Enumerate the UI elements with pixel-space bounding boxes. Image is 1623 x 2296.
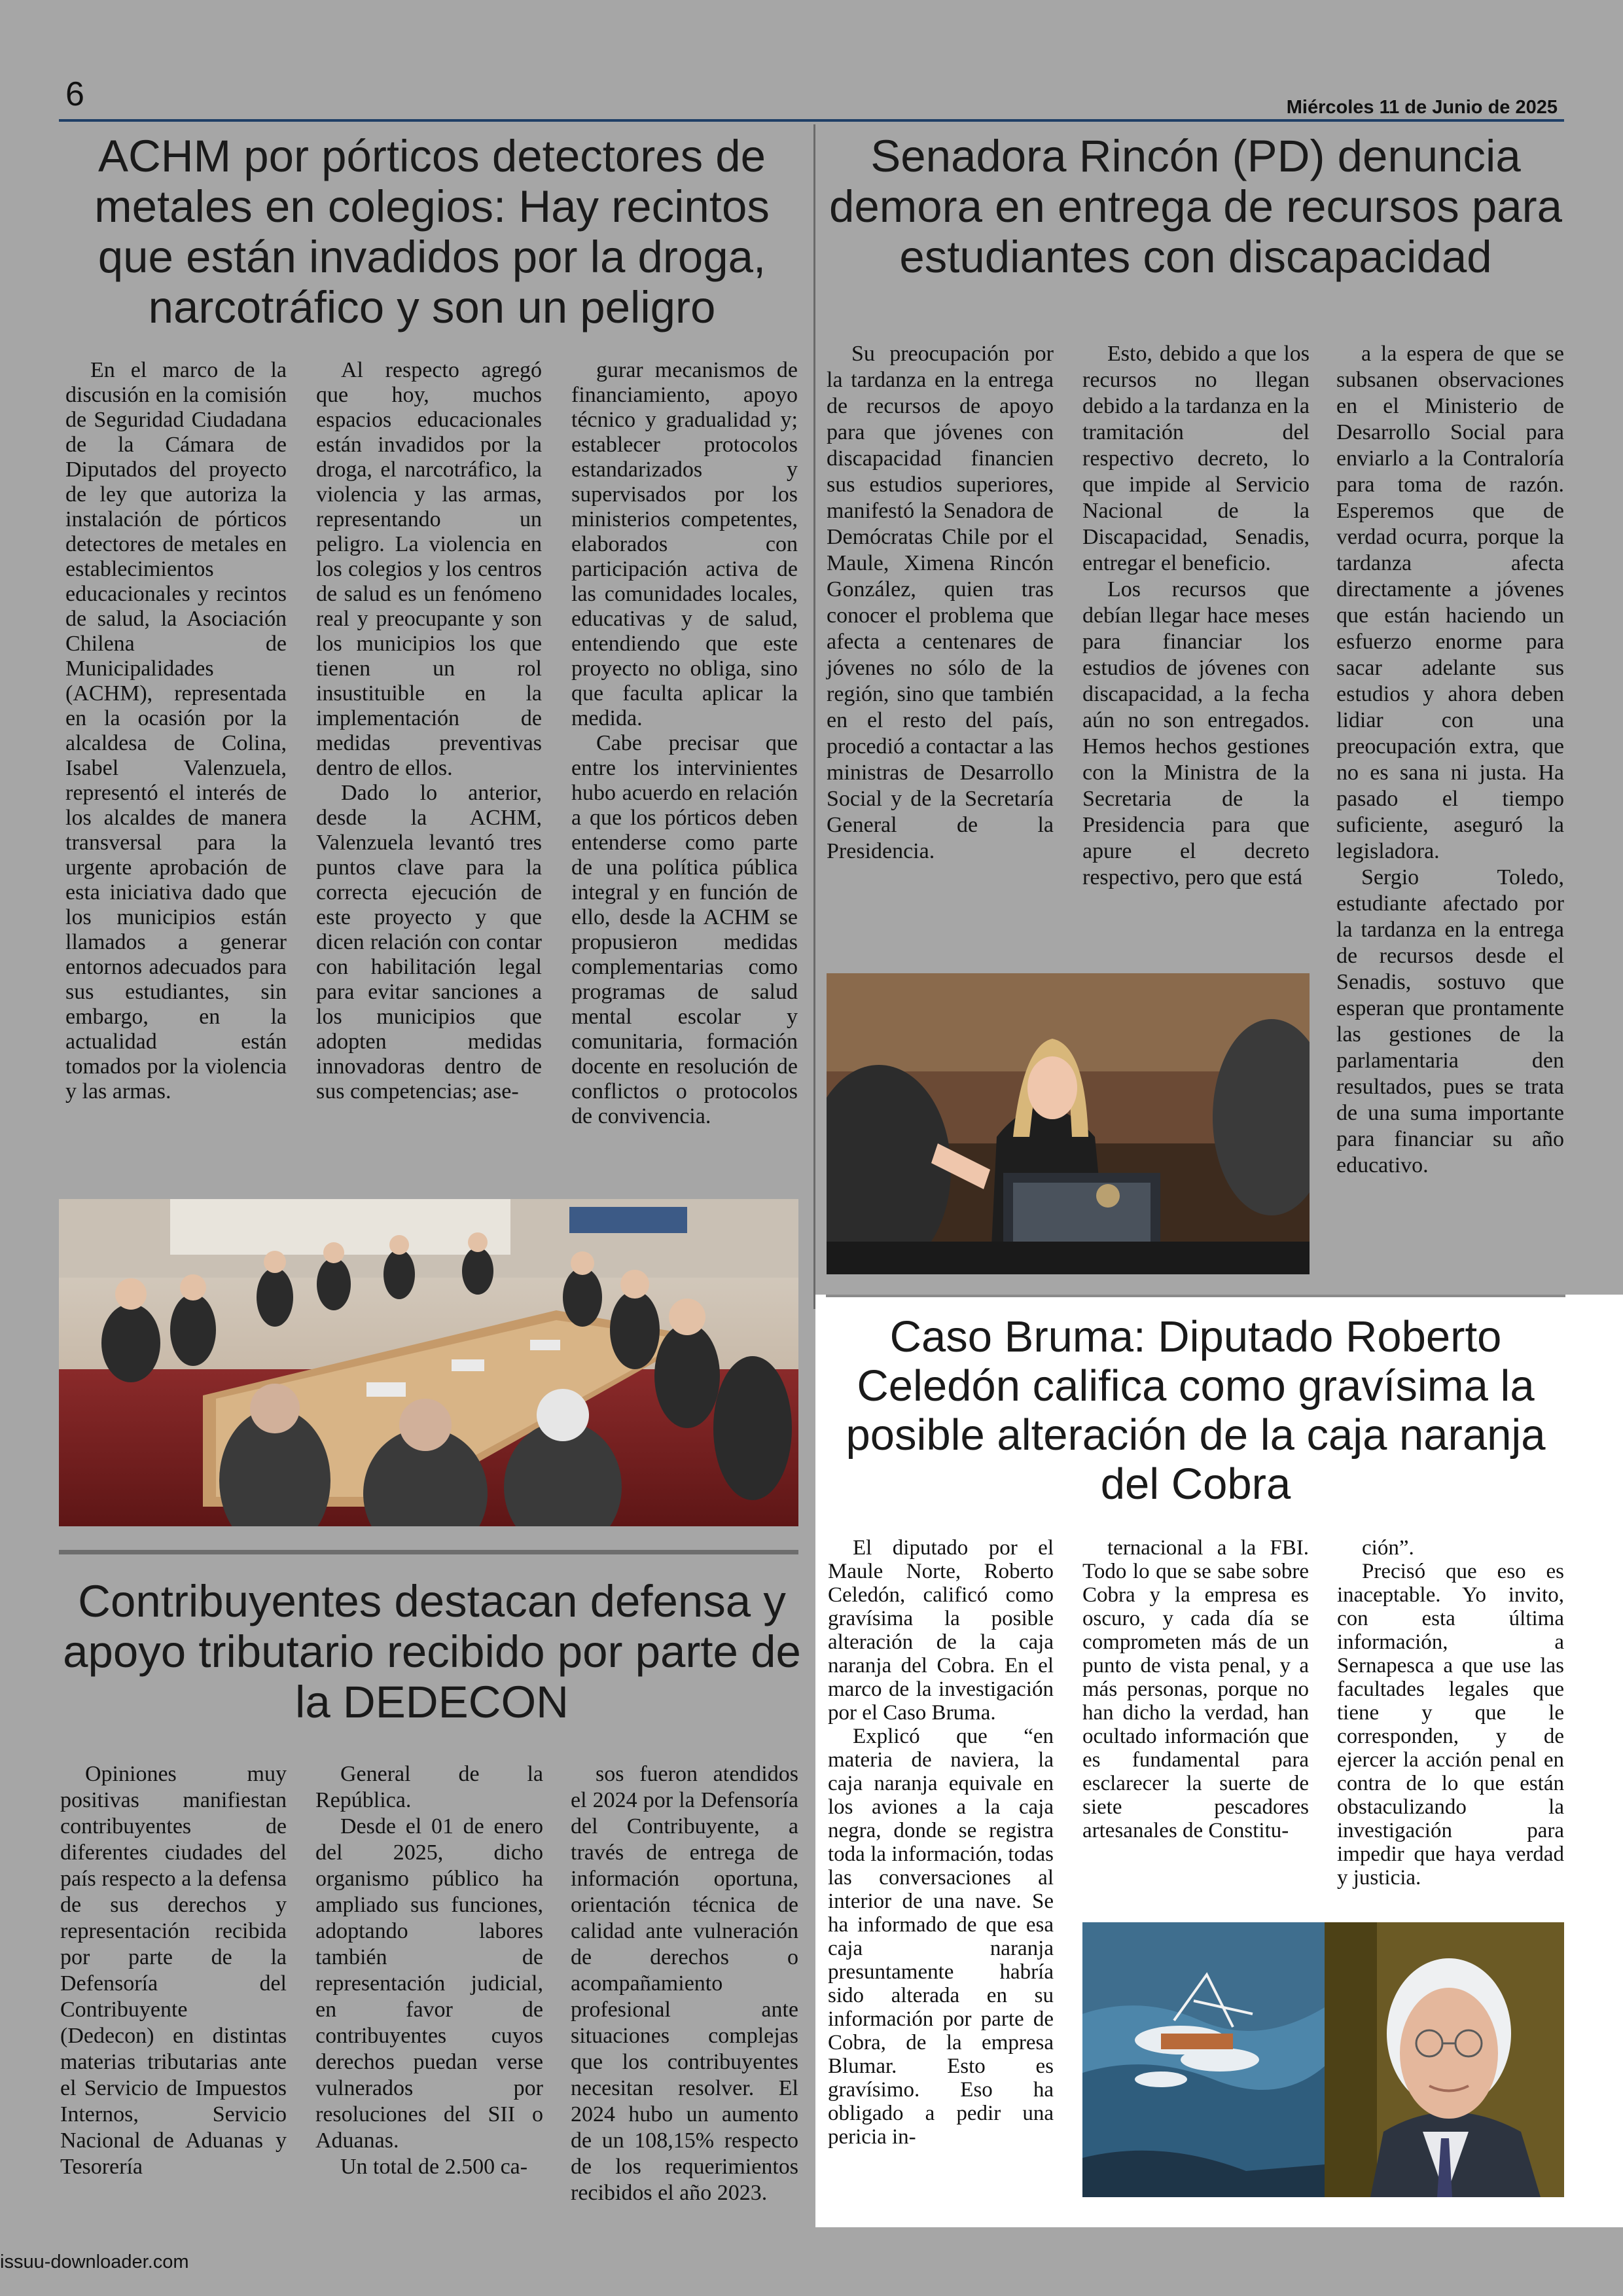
section-divider-right	[826, 1295, 1565, 1297]
achm-column-1	[65, 358, 287, 1104]
shipwreck-illustration	[1082, 1922, 1325, 2197]
achm-headline: ACHM por pórticos detectores de metales en colegios: Hay recintos que están invadidos por la droga, narcotráfico y son un peligro	[94, 131, 770, 332]
paragraph: Desde el 01 de enero del 2025, dicho organismo público ha ampliado sus funciones, adoptando labores también de representación judicial, en favor de contribuyentes cuyos derechos puedan verse vulnerados por resoluciones del SII o Aduanas.	[315, 1814, 543, 2153]
paragraph: General de la República.	[315, 1762, 543, 1812]
rincon-headline: Senadora Rincón (PD) denuncia demora en entrega de recursos para estudiantes con discapacidad	[829, 131, 1562, 282]
dedecon-column-2	[315, 1761, 543, 2180]
paragraph: Su preocupación por la tardanza en la entrega de recursos de apoyo para que jóvenes con discapacidad financien sus estudios superiores, manifestó la Senadora de Demócratas Chile por el Maule, Ximena Rincón González, quien tras conocer el problema que afecta a centenares de jóvenes no sólo de la región, sino que también en el resto del país, procedió a contactar a las ministras de Desarrollo Social y de la Secretaría General de la Presidencia.	[827, 342, 1054, 863]
dedecon-headline: Contribuyentes destacan defensa y apoyo tributario recibido por parte de la DEDECON	[63, 1576, 801, 1727]
section-divider-left	[59, 1550, 798, 1554]
paragraph: Esto, debido a que los recursos no llegan debido a la tardanza en la tramitación del respectivo decreto, lo que impide al Servicio Nacional de la Discapacidad, Senadis, entregar el beneficio.	[1082, 342, 1310, 575]
dedecon-column-1	[60, 1761, 287, 2180]
paragraph: Los recursos que debían llegar hace meses para financiar los estudios de jóvenes con discapacidad, a la fecha aún no son entregados. Hemos hechos gestiones con la Ministra de la Secretaria de la Presidencia para que apure el decreto respectivo, pero que está	[1082, 577, 1310, 889]
paragraph: Cabe precisar que entre los intervinientes hubo acuerdo en relación a que los pórticos deben entenderse como parte de una política pública integral y en función de ello, desde la ACHM se propusieron medidas complementarias como programas de salud mental escolar y comunitaria, formación docente en resolución de conflictos o protocolos de convivencia.	[571, 731, 798, 1128]
paragraph: En el marco de la discusión en la comisión de Seguridad Ciudadana de la Cámara de Diputados del proyecto de ley que autoriza la instalación de pórticos detectores de metales en establecimientos educacionales y recintos de salud, la Asociación Chilena de Municipalidades (ACHM), representada en la ocasión por la alcaldesa de Colina, Isabel Valenzuela, representó el interés de los alcaldes de manera transversal para la urgente aprobación de esta iniciativa dado que los municipios están llamados a generar entornos adecuados para sus estudiantes, sin embargo, en la actualidad están tomados por la violencia y las armas.	[65, 358, 287, 1103]
header-rule	[59, 119, 1564, 122]
meeting-photo-illustration	[59, 1199, 798, 1526]
shipwreck-photo	[1082, 1922, 1325, 2197]
rincon-column-1	[827, 341, 1054, 865]
bruma-column-1	[828, 1536, 1054, 2149]
achm-column-3	[571, 358, 798, 1129]
paragraph: a la espera de que se subsanen observaciones en el Ministerio de Desarrollo Social para enviarlo a la Contraloría para toma de razón. Esperemos que de verdad ocurra, porque la tardanza afecta directamente a jóvenes que están haciendo un esfuerzo enorme para sacar adelante sus estudios y ahora deben lidiar con una preocupación extra, que no es sana ni justa. Ha pasado el tiempo suficiente, aseguró la legisladora.	[1336, 342, 1564, 863]
portrait-illustration	[1325, 1922, 1564, 2197]
paragraph: Opiniones muy positivas manifiestan contribuyentes de diferentes ciudades del país respecto a la defensa de sus derechos y representación recibida por parte de la Defensoría del Contribuyente (Dedecon) en distintas materias tributarias ante el Servicio de Impuestos Internos, Servicio Nacional de Aduanas y Tesorería	[60, 1762, 287, 2179]
bruma-headline: Caso Bruma: Diputado Roberto Celedón califica como gravísima la posible alteración de la caja naranja del Cobra	[846, 1312, 1546, 1509]
footer-watermark[interactable]: issuu-downloader.com	[0, 2251, 189, 2272]
paragraph: gurar mecanismos de financiamiento, apoyo técnico y gradualidad y; establecer protocolos estandarizados y supervisados por los ministerios competentes, elaborados con participación activa de las comunidades locales, educativas y de salud, entendiendo que este proyecto no obliga, sino que faculta aplicar la medida.	[571, 358, 798, 730]
page-number: 6	[65, 75, 84, 113]
paragraph: El diputado por el Maule Norte, Roberto Celedón, calificó como gravísima la posible alteración de la caja naranja del Cobra. En el marco de la investigación por el Caso Bruma.	[828, 1536, 1054, 1725]
paragraph: sos fueron atendidos el 2024 por la Defensoría del Contribuyente, a través de entrega de información oportuna, orientación técnica de calidad ante vulneración de derechos o acompañamiento profesional ante situaciones complejas que los contribuyentes necesitan resolver. El 2024 hubo un aumento de un 108,15% respecto de los requerimientos recibidos el año 2023.	[571, 1762, 798, 2205]
paragraph: Al respecto agregó que hoy, muchos espacios educacionales están invadidos por la droga, el narcotráfico, la violencia y las armas, representando un peligro. La violencia en los colegios y los centros de salud es un fenómeno real y preocupante y son los municipios los que tienen un rol insustituible en la implementación de medidas preventivas dentro de ellos.	[316, 358, 542, 780]
rincon-column-2	[1082, 341, 1310, 891]
column-divider	[813, 124, 815, 1309]
paragraph: ción”.	[1362, 1536, 1414, 1560]
celedon-portrait-photo	[1325, 1922, 1564, 2197]
dedecon-column-3	[571, 1761, 798, 2206]
senator-photo-illustration	[827, 973, 1310, 1274]
paragraph: ternacional a la FBI. Todo lo que se sabe sobre Cobra y la empresa es oscuro, y cada día se comprometen más de un punto de vista penal, y a más personas, porque no han dicho la verdad, han ocultado información que es fundamental para esclarecer la suerte de siete pescadores artesanales de Constitu-	[1082, 1536, 1309, 1842]
paragraph: Precisó que eso es inaceptable. Yo invito, con esta última información, a Sernapesca a que use las facultades legales que tiene y que le corresponden, y de ejercer la acción penal en contra de lo que están obstaculizando la investigación para impedir que haya verdad y justicia.	[1337, 1560, 1564, 1890]
paragraph: Explicó que “en materia de naviera, la caja naranja equivale en los aviones a la caja negra, donde se registra toda la información, todas las conversaciones al interior de una nave. Se ha informado de que esa caja naranja presuntamente habría sido alterada en su información por parte de Cobra, de la empresa Blumar. Esto es gravísimo. Eso ha obligado a pedir una pericia in-	[828, 1725, 1054, 2149]
paragraph: Sergio Toledo, estudiante afectado por la tardanza en la entrega de recursos desde el Senadis, sostuvo que esperan que prontamente las gestiones de la parlamentaria den resultados, pues se trata de una suma importante para financiar su año educativo.	[1336, 865, 1564, 1177]
achm-meeting-photo	[59, 1199, 798, 1526]
achm-column-2	[316, 358, 542, 1104]
rincon-column-3	[1336, 341, 1564, 1179]
bruma-column-3	[1337, 1536, 1564, 1890]
paragraph: Dado lo anterior, desde la ACHM, Valenzuela levantó tres puntos clave para la correcta ejecución de este proyecto y que dicen relación con contar con habilitación legal para evitar sanciones a los municipios que adopten medidas innovadoras dentro de sus competencias; ase-	[316, 781, 542, 1103]
bruma-column-2	[1082, 1536, 1309, 1842]
paragraph: Un total de 2.500 ca-	[340, 2155, 528, 2179]
page-date: Miércoles 11 de Junio de 2025	[1286, 97, 1558, 118]
rincon-senator-photo	[827, 973, 1310, 1274]
